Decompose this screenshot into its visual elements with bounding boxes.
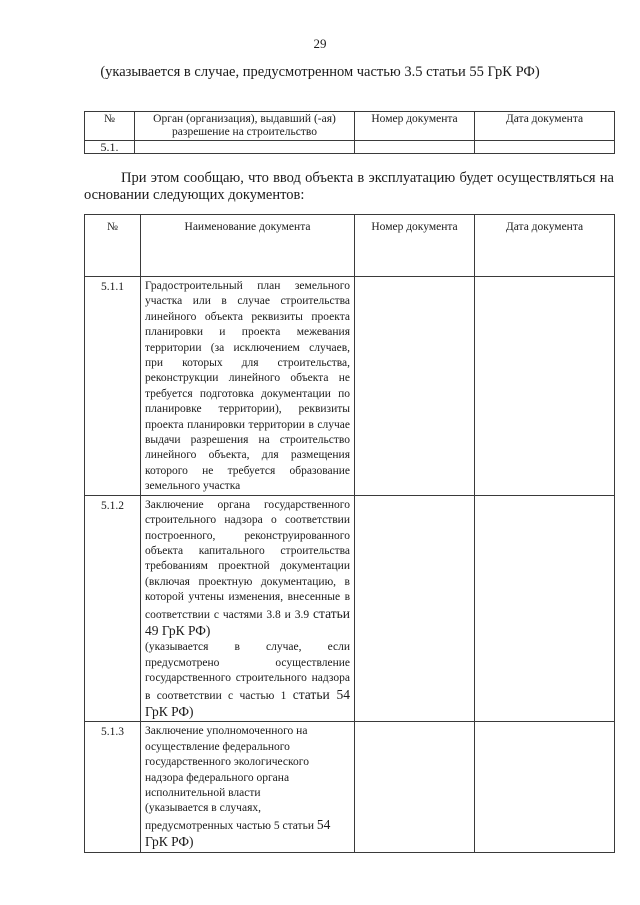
table-header-row	[85, 215, 615, 277]
doc-name-reference: статьи 49 ГрК РФ)	[145, 605, 350, 638]
table-row	[85, 141, 615, 154]
doc-name-text: Заключение органа государственного строительного надзора о соответствии построенного, реконструированного объекта капитального строительства требованиям проектной документации (включая проектную документацию, в которой учтены изменения, внесенные в соответствии с частями 3.8 и 3.9	[145, 498, 350, 621]
table-row	[85, 495, 615, 722]
doc-number-cell[interactable]	[355, 495, 475, 722]
table-header-row	[85, 112, 615, 141]
doc-name-note-reference: 54 ГрК РФ)	[145, 816, 331, 850]
doc-name-text: Заключение уполномоченного на осуществление федерального государственного экологического надзора федерального органа исполнительной власти	[145, 725, 309, 799]
doc-date-cell[interactable]	[475, 722, 615, 852]
doc-date-cell[interactable]	[475, 141, 615, 154]
doc-name-note-reference: статьи 54 ГрК РФ)	[145, 686, 351, 719]
table-row	[85, 277, 615, 496]
doc-name-cell	[141, 722, 355, 852]
doc-name-note: (указывается в случаях, предусмотренных частью 5 статьи	[145, 802, 314, 832]
row-number: 5.1.	[85, 141, 135, 154]
row-number: 5.1.1	[85, 277, 141, 496]
row-number: 5.1.3	[85, 722, 141, 852]
permit-issuer-table	[84, 111, 615, 154]
doc-date-cell[interactable]	[475, 277, 615, 496]
doc-number-cell[interactable]	[355, 141, 475, 154]
column-header-number: №	[85, 215, 141, 277]
column-header-issuer: Орган (организация), выдавший (-ая) разрешение на строительство	[135, 112, 355, 141]
doc-date-cell[interactable]	[475, 495, 615, 722]
column-header-doc-date: Дата документа	[475, 112, 615, 141]
row-number: 5.1.2	[85, 495, 141, 722]
doc-name-note: (указывается в случае, если предусмотрено осуществление государственного строительного надзора в соответствии с частью 1	[145, 641, 350, 702]
issuer-cell[interactable]	[135, 141, 355, 154]
column-header-doc-date: Дата документа	[475, 215, 615, 277]
column-header-doc-name: Наименование документа	[141, 215, 355, 277]
doc-number-cell[interactable]	[355, 277, 475, 496]
intro-paragraph: При этом сообщаю, что ввод объекта в эксплуатацию будет осуществляться на основании следующих документов:	[84, 170, 614, 203]
doc-name-cell: Градостроительный план земельного участка или в случае строительства линейного объекта реквизиты проекта планировки и проекта межевания территории (за исключением случаев, при которых для строительства, реконструкции линейного объекта не требуется подготовка документации по планировке территории), реквизиты проекта планировки территории в случае выдачи разрешения на строительство линейного объекта, для размещения которого не требуется образование земельного участка	[141, 277, 355, 496]
documents-table	[84, 214, 615, 853]
column-header-number: №	[85, 112, 135, 141]
doc-name-cell	[141, 495, 355, 722]
column-header-doc-number: Номер документа	[355, 112, 475, 141]
top-note: (указывается в случае, предусмотренном частью 3.5 статьи 55 ГрК РФ)	[100, 64, 540, 80]
column-header-doc-number: Номер документа	[355, 215, 475, 277]
page-number: 29	[313, 36, 327, 51]
doc-number-cell[interactable]	[355, 722, 475, 852]
table-row	[85, 722, 615, 852]
